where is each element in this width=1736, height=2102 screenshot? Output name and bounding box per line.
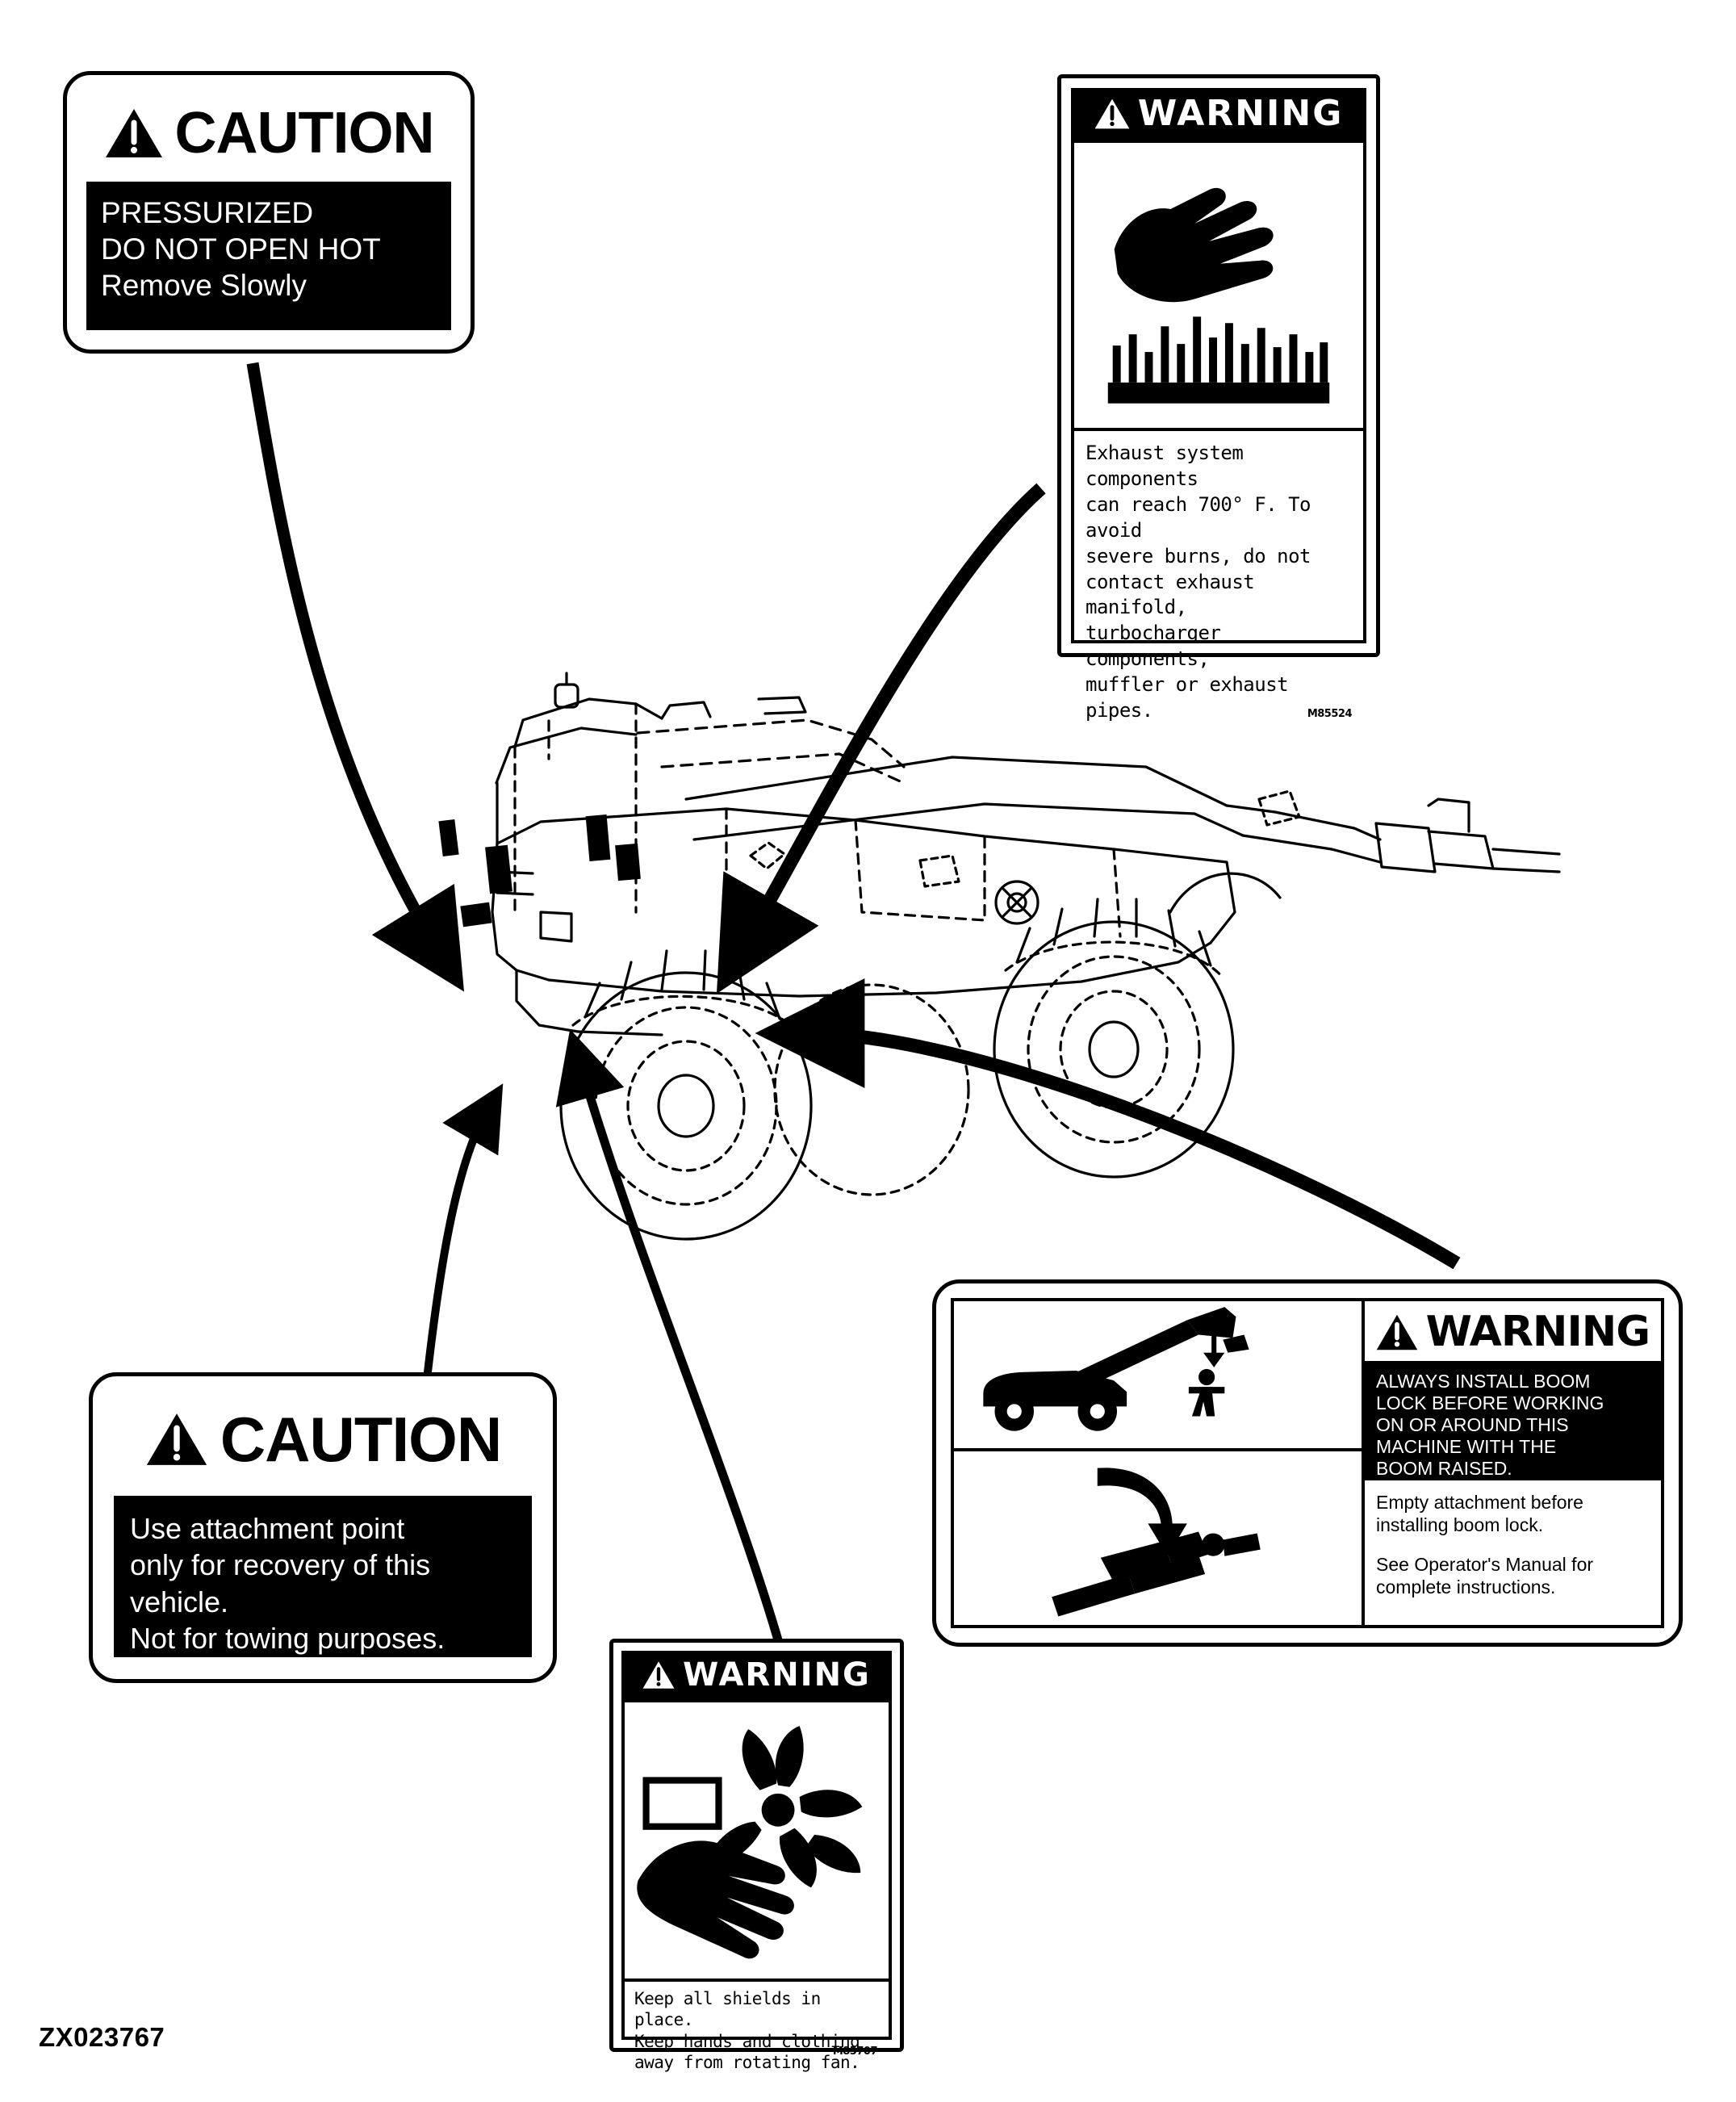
warning-header [625,1654,889,1699]
caution-line-1: PRESSURIZED [101,196,314,229]
warning-triangle-icon [1376,1313,1418,1351]
warning-line-4: contact exhaust manifold, [1086,570,1255,619]
message-paragraph-2: See Operator's Manual for complete instructions. [1376,1554,1594,1597]
boom-lock-primary-message [1365,1361,1661,1480]
warning-signal-word: WARNING [1137,93,1344,134]
caution-line-1: Use attachment point [130,1512,405,1545]
boom-lock-secondary-message [1365,1480,1661,1625]
caution-message-panel [86,182,451,330]
message-line-3: ON OR AROUND THIS [1376,1413,1569,1435]
warning-line-1: Exhaust system components [1086,442,1244,490]
warning-label-boom-lock [932,1279,1683,1647]
warning-label-exhaust [1057,74,1380,722]
figure-code: ZX023767 [39,2022,165,2052]
caution-signal-word: CAUTION [174,101,434,165]
warning-line-1: Keep all shields in place. [634,1989,821,2030]
warning-signal-word: WARNING [683,1656,871,1694]
warning-message-panel [1074,431,1363,729]
label-part-number: M85524 [1307,707,1352,720]
caution-label-pressurized [63,71,475,354]
warning-message-panel [625,1982,889,2072]
caution-line-4: Not for towing purposes. [130,1622,446,1656]
boom-lock-install-icon [954,1451,1362,1635]
warning-line-6: muffler or exhaust pipes. [1086,673,1289,722]
warning-triangle-icon [104,107,164,160]
warning-header [1074,91,1363,140]
warning-triangle-icon [1094,98,1130,130]
decal-position-markers [438,814,640,927]
warning-line-2: Keep hands and clothing [634,2031,860,2051]
telehandler-boom-raised-icon [954,1301,1362,1451]
warning-line-2: can reach 700° F. To avoid [1086,492,1311,542]
warning-line-5: turbocharger components, [1086,622,1221,671]
warning-header [1365,1301,1661,1361]
caution-line-2: DO NOT OPEN HOT [101,232,381,266]
arrow-to-radiator-cap [253,363,440,953]
message-line-4: MACHINE WITH THE [1376,1435,1557,1457]
warning-line-3: away from rotating fan. [634,2052,860,2072]
caution-header [114,1394,532,1484]
caution-header [86,91,451,175]
message-paragraph-1: Empty attachment before installing boom lock. [1376,1492,1583,1535]
message-line-2: LOCK BEFORE WORKING [1376,1392,1604,1413]
caution-line-3: vehicle. [130,1585,229,1618]
hand-over-hot-exhaust-icon [1074,140,1363,431]
caution-line-3: Remove Slowly [101,269,307,303]
boom-lock-pictograms [954,1301,1365,1625]
caution-signal-word: CAUTION [220,1404,502,1475]
label-part-number: M85707 [832,2045,877,2058]
message-line-5: BOOM RAISED. [1376,1457,1512,1479]
telehandler-drawing [420,670,1566,1332]
caution-line-2: only for recovery of this [130,1548,431,1582]
caution-message-panel [114,1496,532,1657]
warning-triangle-icon [642,1660,675,1690]
warning-line-3: severe burns, do not [1086,544,1311,567]
caution-label-attachment-point [89,1372,557,1683]
hand-in-rotating-fan-icon [625,1699,889,1982]
warning-signal-word: WARNING [1425,1308,1650,1356]
warning-triangle-icon [144,1411,209,1468]
warning-label-rotating-fan [609,1639,904,2072]
message-line-1: ALWAYS INSTALL BOOM [1376,1371,1591,1392]
